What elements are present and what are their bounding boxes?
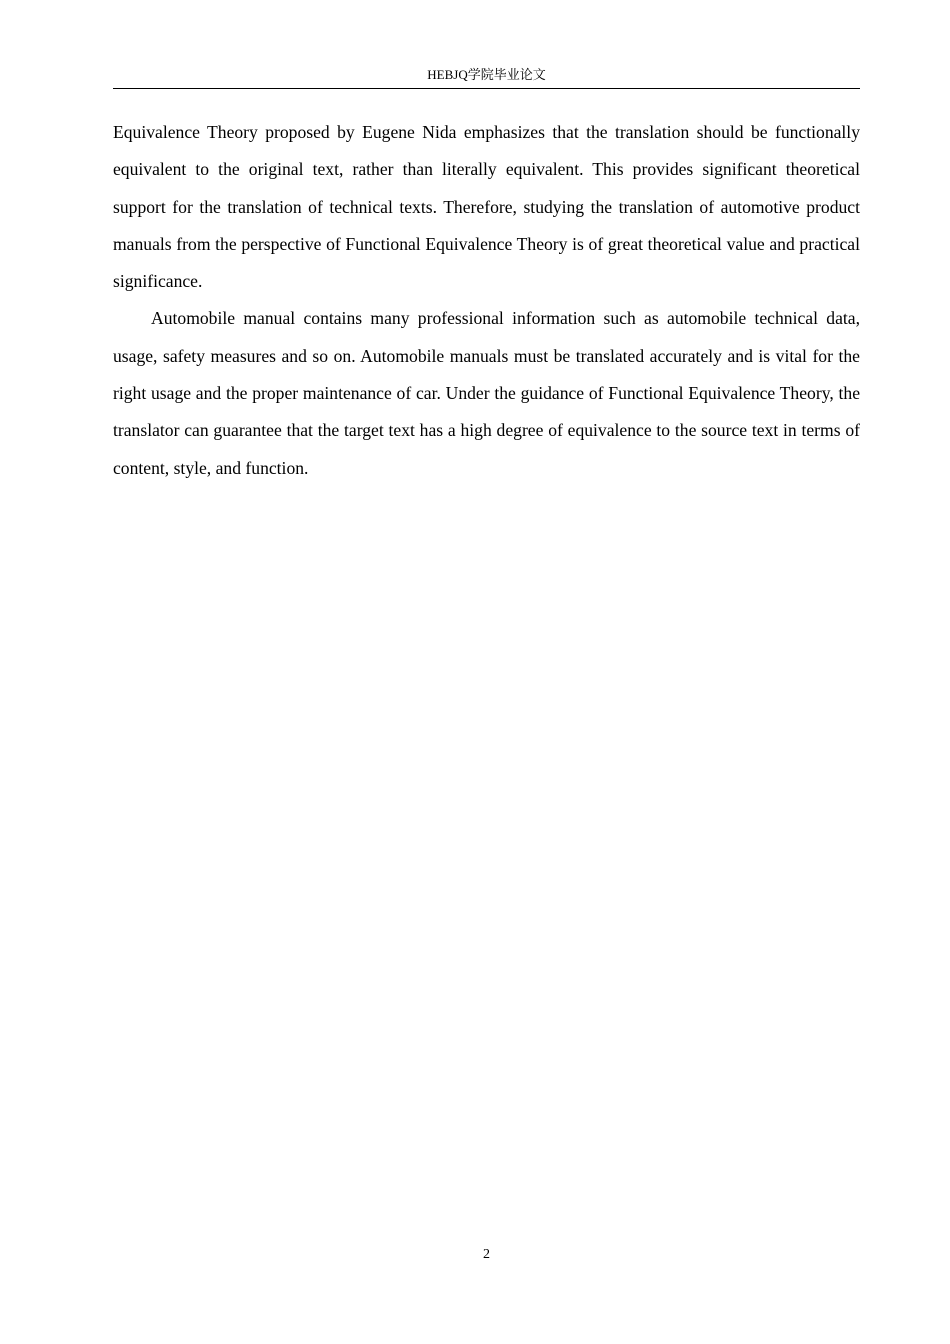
- paragraph-automobile-manual: Automobile manual contains many professional information such as automobile technical data, usage, safety measures and so on. Automobile manuals must be translated accurately and is vital for the right usage and the proper maintenance of car. Under the guidance of Functional Equivalence Theory, the translator can guarantee that the target text has a high degree of equivalence to the source text in terms of content, style, and function.: [113, 308, 860, 478]
- page-number: 2: [483, 1247, 490, 1262]
- header-title: HEBJQ学院毕业论文: [427, 67, 546, 82]
- document-body: [113, 114, 860, 487]
- paragraph-continuation: Equivalence Theory proposed by Eugene Nida emphasizes that the translation should be functionally equivalent to the original text, rather than literally equivalent. This provides significant theoretical support for the translation of technical texts. Therefore, studying the translation of automotive product manuals from the perspective of Functional Equivalence Theory is of great theoretical value and practical significance.: [113, 122, 860, 292]
- running-header: [113, 66, 860, 89]
